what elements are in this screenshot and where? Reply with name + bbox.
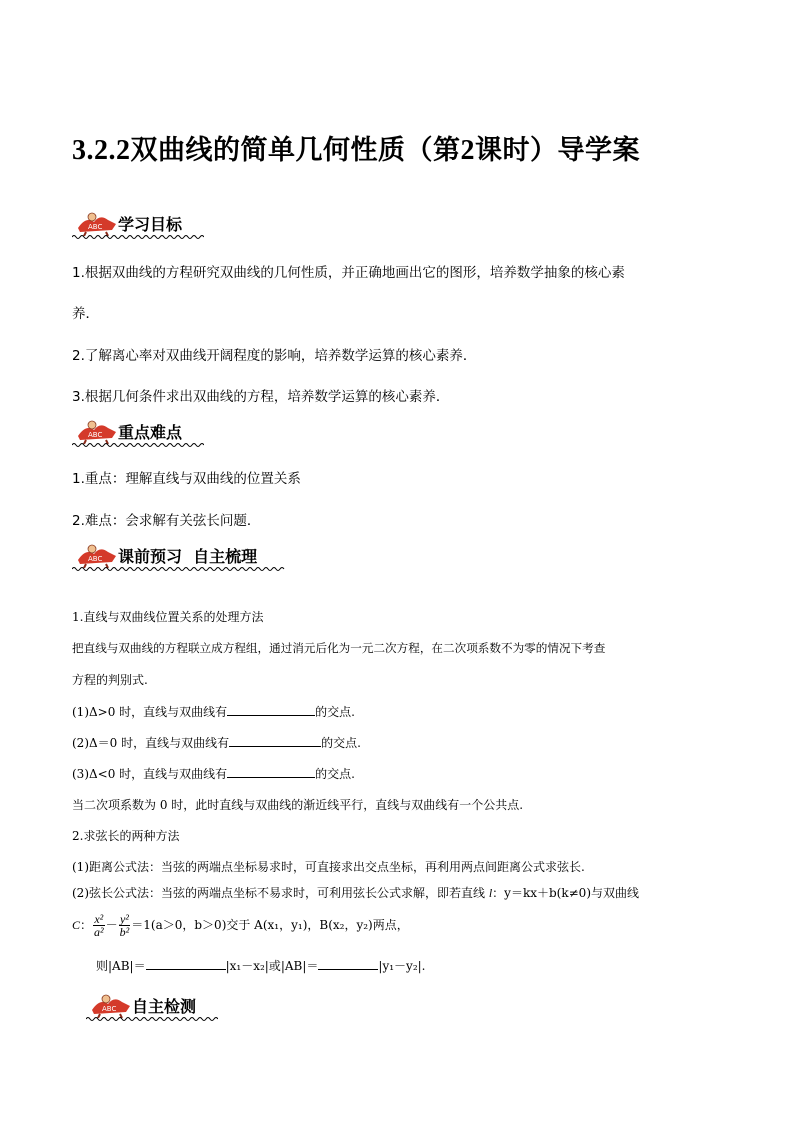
goal-line: 养．	[72, 306, 99, 322]
paragraph: 方程的判别式.	[72, 673, 148, 687]
mascot-icon	[72, 540, 118, 568]
subheading: 1.直线与双曲线位置关系的处理方法	[72, 610, 264, 624]
method-line: (2)弦长公式法：当弦的两端点坐标不易求时，可利用弦长公式求解，即若直线 l：y＝kx＋b(k≠0)与双曲线	[72, 886, 639, 900]
wavy-underline	[72, 566, 286, 572]
method-line: (1)距离公式法：当弦的两端点坐标易求时，可直接求出交点坐标，再利用两点间距离公式求弦长.	[72, 860, 585, 874]
paragraph: 把直线与双曲线的方程联立成方程组，通过消元后化为一元二次方程，在二次项系数不为零的情况下考查	[72, 641, 606, 655]
page-title: 3.2.2双曲线的简单几何性质（第2课时）导学案	[72, 135, 640, 166]
wavy-underline	[72, 234, 204, 240]
case-line: (2)Δ＝0 时，直线与双曲线有 的交点.	[72, 736, 361, 750]
section-header-goals: 学习目标	[72, 208, 212, 238]
answer-blank[interactable]	[229, 734, 321, 747]
mascot-icon	[72, 416, 118, 444]
key-line: 1.重点：理解直线与双曲线的位置关系	[72, 471, 301, 487]
section-header-key: 重点难点	[72, 416, 212, 446]
answer-blank[interactable]	[318, 957, 378, 970]
goal-line: 3.根据几何条件求出双曲线的方程，培养数学运算的核心素养．	[72, 389, 450, 405]
mascot-icon	[86, 990, 132, 1018]
subheading: 2.求弦长的两种方法	[72, 829, 180, 843]
chord-formula-line: 则|AB|＝ |x₁－x₂|或|AB|＝ |y₁－y₂|.	[96, 959, 426, 973]
case-line: (3)Δ<0 时，直线与双曲线有 的交点.	[72, 767, 355, 781]
answer-blank[interactable]	[227, 703, 315, 716]
fraction: $\frac{\text{x²}}{\text{a²}}$	[94, 912, 104, 939]
section-header-preview: 课前预习 自主梳理	[72, 540, 292, 570]
mascot-icon	[72, 208, 118, 236]
goal-line: 2.了解离心率对双曲线开阔程度的影响，培养数学运算的核心素养．	[72, 348, 477, 364]
equation-line: C： $\frac{\text{x²}}{\text{a²}}$ － $\frac{\text{y²}}{\text{b²}}$ ＝1(a＞0，b＞0)交于 A(x₁，y₁)，B(x₂，y₂)两点，	[72, 912, 409, 939]
fraction: $\frac{\text{y²}}{\text{b²}}$	[119, 912, 130, 939]
wavy-underline	[86, 1016, 218, 1022]
section-header-check: 自主检测	[86, 990, 226, 1020]
answer-blank[interactable]	[146, 957, 226, 970]
paragraph: 当二次项系数为 0 时，此时直线与双曲线的渐近线平行，直线与双曲线有一个公共点.	[72, 798, 524, 812]
wavy-underline	[72, 442, 204, 448]
goal-line: 1.根据双曲线的方程研究双曲线的几何性质，并正确地画出它的图形，培养数学抽象的核心素	[72, 265, 625, 281]
key-line: 2.难点：会求解有关弦长问题．	[72, 513, 261, 529]
case-line: (1)Δ>0 时，直线与双曲线有 的交点.	[72, 705, 355, 719]
answer-blank[interactable]	[227, 765, 315, 778]
